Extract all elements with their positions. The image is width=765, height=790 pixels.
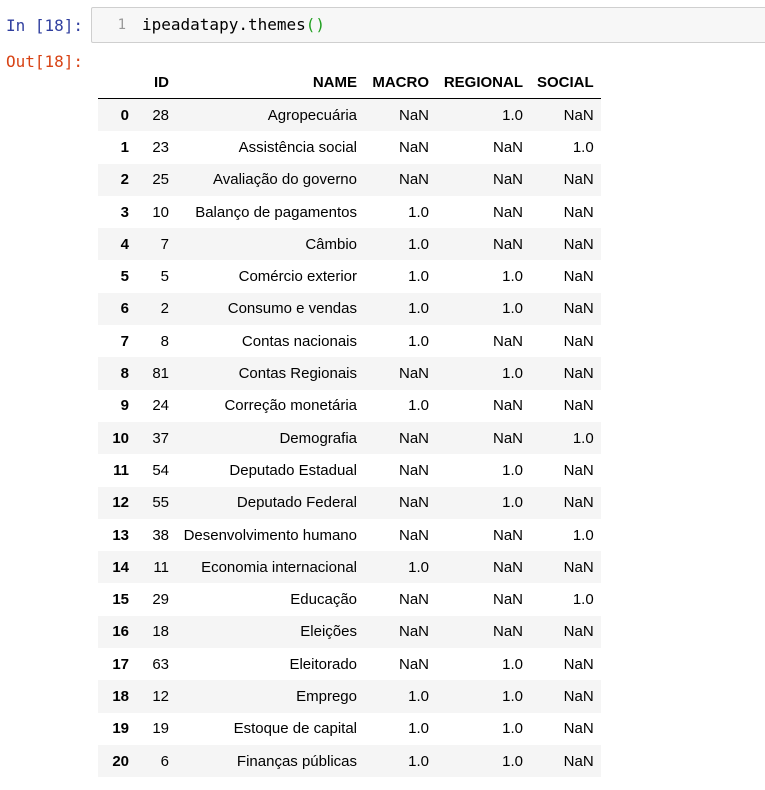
header-social: SOCIAL [530, 66, 601, 99]
cell-regional: 1.0 [502, 268, 523, 286]
cell-social: NaN [563, 235, 594, 253]
cell-macro: NaN [398, 171, 429, 189]
table-row [98, 648, 601, 680]
cell-id: 23 [152, 138, 169, 156]
cell-regional: NaN [492, 558, 523, 576]
cell-name: Agropecuária [267, 106, 357, 124]
cell-macro: NaN [398, 461, 429, 479]
cell-regional: 1.0 [502, 720, 523, 738]
cell-social: NaN [563, 365, 594, 383]
cell-id: 19 [152, 720, 169, 738]
row-index: 14 [112, 558, 129, 576]
cell-name: Câmbio [305, 235, 357, 253]
cell-macro: NaN [398, 106, 429, 124]
cell-social: NaN [563, 720, 594, 738]
cell-social: 1.0 [572, 591, 594, 609]
cell-regional: 1.0 [502, 365, 523, 383]
cell-social: NaN [563, 752, 594, 770]
cell-regional: NaN [492, 397, 523, 415]
cell-name: Balanço de pagamentos [195, 203, 357, 221]
table-row [98, 390, 601, 422]
code-editor[interactable] [91, 7, 765, 43]
row-index: 4 [120, 235, 129, 253]
table-row [98, 616, 601, 648]
row-index: 5 [120, 268, 129, 286]
code-parens: () [305, 15, 326, 34]
cell-id: 8 [160, 332, 169, 350]
dataframe-table [98, 66, 601, 777]
table-header-row [98, 66, 601, 99]
header-macro: MACRO [364, 66, 436, 99]
header-index [98, 66, 136, 99]
cell-macro: NaN [398, 526, 429, 544]
cell-name: Avaliação do governo [213, 171, 357, 189]
header-id: ID [136, 66, 176, 99]
code-line[interactable] [142, 8, 325, 42]
cell-id: 25 [152, 171, 169, 189]
cell-social: NaN [563, 558, 594, 576]
cell-social: NaN [563, 268, 594, 286]
cell-id: 24 [152, 397, 169, 415]
table-row [98, 422, 601, 454]
cell-id: 38 [152, 526, 169, 544]
table-row [98, 99, 601, 132]
cell-regional: 1.0 [502, 461, 523, 479]
table-row [98, 519, 601, 551]
cell-name: Assistência social [238, 138, 357, 156]
cell-macro: 1.0 [408, 300, 429, 318]
cell-macro: NaN [398, 591, 429, 609]
cell-macro: NaN [398, 494, 429, 512]
cell-id: 5 [160, 268, 169, 286]
table-row [98, 164, 601, 196]
cell-regional: NaN [492, 171, 523, 189]
input-prompt: In [18]: [6, 16, 84, 35]
cell-macro: NaN [398, 623, 429, 641]
cell-macro: 1.0 [408, 203, 429, 221]
cell-id: 11 [153, 558, 169, 576]
cell-regional: NaN [492, 591, 523, 609]
cell-id: 29 [152, 591, 169, 609]
cell-id: 12 [152, 687, 169, 705]
cell-regional: 1.0 [502, 752, 523, 770]
cell-social: NaN [563, 171, 594, 189]
cell-macro: NaN [398, 655, 429, 673]
cell-social: NaN [563, 623, 594, 641]
row-index: 1 [120, 138, 129, 156]
row-index: 8 [120, 365, 129, 383]
row-index: 10 [112, 429, 129, 447]
cell-name: Deputado Federal [236, 494, 357, 512]
cell-social: NaN [563, 461, 594, 479]
cell-social: 1.0 [572, 429, 594, 447]
cell-macro: NaN [398, 429, 429, 447]
cell-social: NaN [563, 397, 594, 415]
cell-id: 54 [152, 461, 169, 479]
code-call: ipeadatapy.themes [142, 15, 306, 34]
table-row [98, 551, 601, 583]
cell-social: NaN [563, 106, 594, 124]
cell-id: 81 [152, 365, 169, 383]
cell-macro: NaN [398, 365, 429, 383]
table-row [98, 745, 601, 777]
row-index: 9 [120, 397, 129, 415]
table-row [98, 454, 601, 486]
cell-social: NaN [563, 687, 594, 705]
row-index: 16 [112, 623, 129, 641]
cell-regional: 1.0 [502, 300, 523, 318]
cell-id: 10 [152, 203, 169, 221]
table-row [98, 131, 601, 163]
table-row [98, 228, 601, 260]
row-index: 20 [112, 752, 129, 770]
cell-regional: NaN [492, 429, 523, 447]
table-row [98, 680, 601, 712]
cell-id: 28 [152, 106, 169, 124]
header-name: NAME [176, 66, 364, 99]
cell-regional: 1.0 [502, 687, 523, 705]
table-row [98, 325, 601, 357]
row-index: 13 [112, 526, 129, 544]
cell-macro: 1.0 [408, 397, 429, 415]
cell-name: Consumo e vendas [227, 300, 357, 318]
table-body [98, 99, 601, 778]
cell-name: Correção monetária [224, 397, 357, 415]
cell-social: NaN [563, 300, 594, 318]
row-index: 19 [112, 720, 129, 738]
cell-social: 1.0 [572, 138, 594, 156]
row-index: 6 [120, 300, 129, 318]
table-row [98, 293, 601, 325]
cell-name: Economia internacional [201, 558, 357, 576]
cell-id: 37 [152, 429, 169, 447]
row-index: 0 [120, 106, 129, 124]
cell-name: Contas Regionais [238, 365, 357, 383]
cell-macro: 1.0 [408, 235, 429, 253]
cell-regional: NaN [492, 526, 523, 544]
cell-regional: NaN [492, 332, 523, 350]
row-index: 17 [112, 655, 129, 673]
cell-regional: NaN [492, 138, 523, 156]
cell-id: 63 [152, 655, 169, 673]
cell-name: Educação [290, 591, 357, 609]
cell-name: Estoque de capital [233, 720, 357, 738]
cell-name: Comércio exterior [238, 268, 357, 286]
cell-macro: 1.0 [408, 268, 429, 286]
row-index: 15 [112, 591, 129, 609]
row-index: 11 [113, 461, 129, 479]
table-row [98, 357, 601, 389]
cell-regional: 1.0 [502, 655, 523, 673]
header-regional: REGIONAL [436, 66, 530, 99]
table-row [98, 487, 601, 519]
cell-macro: NaN [398, 138, 429, 156]
table-row [98, 196, 601, 228]
table-row [98, 260, 601, 292]
row-index: 18 [112, 687, 129, 705]
cell-name: Deputado Estadual [229, 461, 357, 479]
cell-social: NaN [563, 332, 594, 350]
cell-regional: 1.0 [502, 494, 523, 512]
cell-name: Desenvolvimento humano [183, 526, 357, 544]
cell-id: 18 [152, 623, 169, 641]
cell-social: NaN [563, 494, 594, 512]
cell-name: Eleitorado [289, 655, 357, 673]
table-row [98, 713, 601, 745]
cell-social: NaN [563, 655, 594, 673]
cell-macro: 1.0 [408, 687, 429, 705]
cell-regional: NaN [492, 203, 523, 221]
row-index: 3 [120, 203, 129, 221]
cell-macro: 1.0 [408, 332, 429, 350]
cell-id: 55 [152, 494, 169, 512]
cell-social: 1.0 [572, 526, 594, 544]
table-row [98, 583, 601, 615]
cell-macro: 1.0 [408, 720, 429, 738]
output-prompt: Out[18]: [6, 52, 84, 71]
cell-name: Finanças públicas [236, 752, 357, 770]
cell-macro: 1.0 [408, 558, 429, 576]
cell-regional: 1.0 [502, 106, 523, 124]
cell-name: Demografia [279, 429, 357, 447]
cell-id: 2 [160, 300, 169, 318]
cell-name: Emprego [296, 687, 357, 705]
cell-social: NaN [563, 203, 594, 221]
row-index: 7 [120, 332, 129, 350]
line-number: 1 [117, 17, 126, 33]
cell-regional: NaN [492, 235, 523, 253]
cell-macro: 1.0 [408, 752, 429, 770]
input-cell[interactable] [0, 0, 765, 50]
row-index: 2 [120, 171, 129, 189]
cell-name: Contas nacionais [241, 332, 357, 350]
cell-name: Eleições [300, 623, 357, 641]
cell-regional: NaN [492, 623, 523, 641]
row-index: 12 [112, 494, 129, 512]
cell-id: 7 [160, 235, 169, 253]
cell-id: 6 [160, 752, 169, 770]
